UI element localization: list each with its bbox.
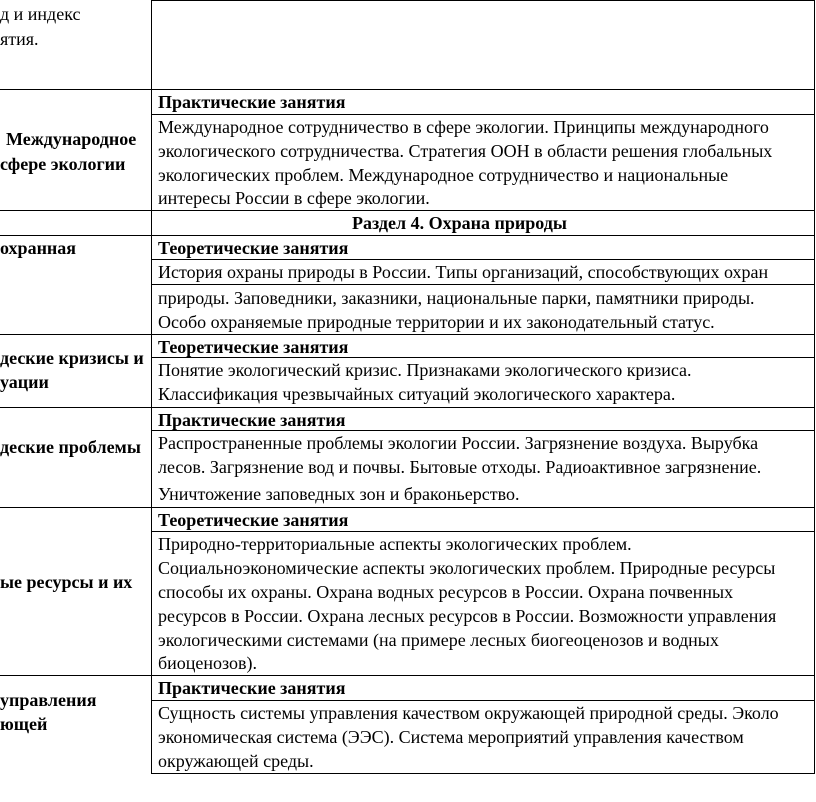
lesson-type: Практические занятия: [158, 678, 346, 698]
lesson-content: Особо охраняемые природные территории и их законодательный статус.: [158, 312, 715, 332]
lesson-content: интересы России в сфере экологии.: [158, 188, 430, 208]
topic-title: уации: [0, 372, 49, 392]
row-border: [151, 700, 815, 701]
topic-title: сфере экологии: [0, 154, 126, 174]
lesson-content: Сущность системы управления качеством окружающей природной среды. Эколо: [158, 703, 779, 723]
lesson-content: ресурсов в России. Охрана лесных ресурсов в России. Возможности управления: [158, 606, 777, 626]
lesson-content: Уничтожение заповедных зон и браконьерство.: [158, 484, 520, 504]
lesson-content: экономическая система (ЭЭС). Система мероприятий управления качеством: [158, 727, 744, 747]
lesson-content: Классификация чрезвычайных ситуаций экологического характера.: [158, 384, 676, 404]
lesson-content: биоценозов).: [158, 653, 258, 673]
row-border: [0, 235, 815, 236]
topic-title: деские проблемы: [0, 437, 141, 457]
row-border: [0, 675, 815, 676]
lesson-content: Природно-территориальные аспекты экологических проблем.: [158, 534, 632, 554]
header-left-label: ятия.: [0, 29, 39, 49]
lesson-content: окружающей среды.: [158, 751, 314, 771]
lesson-type: Теоретические занятия: [158, 337, 349, 357]
topic-title: Международное: [6, 129, 137, 149]
lesson-type: Теоретические занятия: [158, 238, 349, 258]
column-divider: [151, 0, 152, 774]
lesson-content: природы. Заповедники, заказники, национальные парки, памятники природы.: [158, 288, 755, 308]
row-border: [151, 114, 815, 115]
section-title: Раздел 4. Охрана природы: [352, 213, 567, 233]
table-right-border: [814, 0, 815, 774]
topic-title: управления: [0, 690, 97, 710]
lesson-content: Социальноэкономические аспекты экологических проблем. Природные ресурсы: [158, 558, 776, 578]
lesson-content: Распространенные проблемы экологии России. Загрязнение воздуха. Вырубка: [158, 433, 759, 453]
row-border: [0, 407, 815, 408]
table-top-border: [151, 0, 815, 1]
lesson-content: лесов. Загрязнение вод и почвы. Бытовые отходы. Радиоактивное загрязнение.: [158, 457, 762, 477]
row-border: [151, 284, 815, 285]
header-left-label: д и индекс: [0, 4, 81, 24]
row-border: [0, 210, 815, 211]
topic-title: охранная: [0, 238, 77, 258]
row-border: [0, 89, 815, 90]
lesson-content: экологических проблем. Международное сотрудничество и национальные: [158, 165, 729, 185]
topic-title: ющей: [0, 714, 48, 734]
row-border: [0, 334, 815, 335]
row-border: [151, 773, 815, 774]
topic-title: деские кризисы и: [0, 348, 144, 368]
lesson-content: История охраны природы в России. Типы организаций, способствующих охран: [158, 262, 769, 282]
lesson-content: Международное сотрудничество в сфере экологии. Принципы международного: [158, 117, 769, 137]
lesson-type: Практические занятия: [158, 92, 346, 112]
lesson-content: экологическими системами (на примере лесных биогеоценозов и водных: [158, 630, 719, 650]
lesson-content: экологического сотрудничества. Стратегия ООН в области решения глобальных: [158, 141, 773, 161]
topic-title: ые ресурсы и их: [0, 572, 133, 592]
lesson-type: Практические занятия: [158, 410, 346, 430]
lesson-content: способы их охраны. Охрана водных ресурсов в России. Охрана почвенных: [158, 582, 734, 602]
lesson-content: Понятие экологический кризис. Признаками экологического кризиса.: [158, 360, 692, 380]
row-border: [0, 507, 815, 508]
lesson-type: Теоретические занятия: [158, 510, 349, 530]
